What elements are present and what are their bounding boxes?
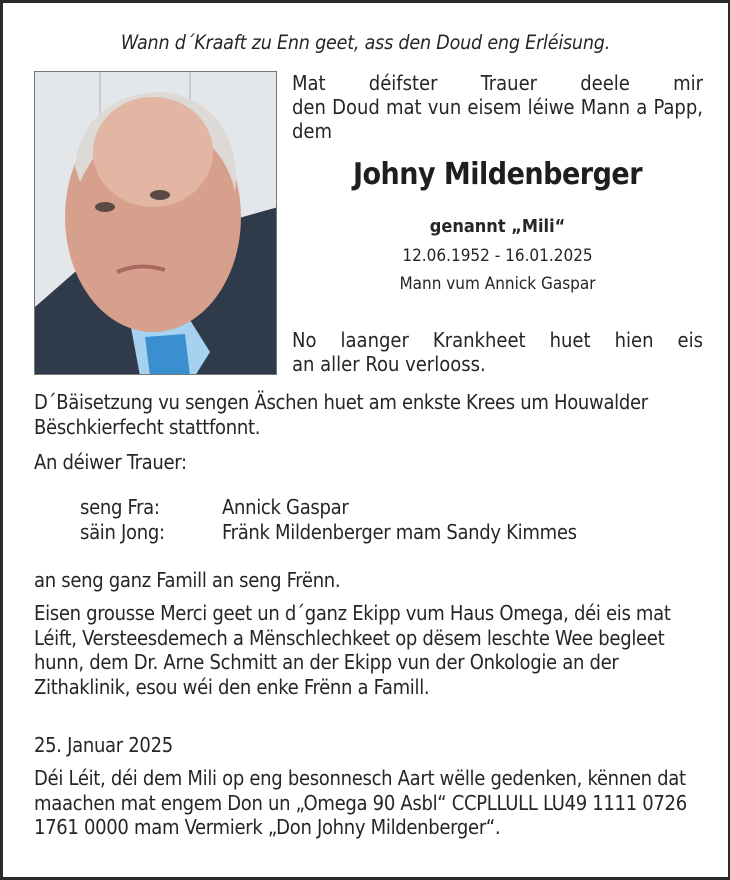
spouse-line: Mann vum Annick Gaspar bbox=[399, 274, 596, 294]
illness-line-2: an aller Rou verlooss. bbox=[292, 352, 486, 376]
family-relation: seng Fra: bbox=[80, 495, 160, 519]
family-row bbox=[80, 520, 577, 545]
family-row bbox=[80, 495, 577, 520]
donation-paragraph: Déi Léit, déi dem Mili op eng besonnesch Aart wëlle gedenken, kënnen dat maachen mat engem Don un „Omega 90 Asbl“ CCPLLULL LU49 1111 0726 1761 0000 mam Vermierk „Don Johny Mildenberger“. bbox=[34, 766, 687, 839]
notice-date: 25. Januar 2025 bbox=[34, 733, 173, 757]
mourners-intro: An déiwer Trauer: bbox=[34, 450, 187, 474]
illness-line-1: No laanger Krankheet huet hien eis bbox=[292, 328, 703, 352]
life-dates: 12.06.1952 - 16.01.2025 bbox=[402, 246, 593, 266]
illness-paragraph bbox=[292, 328, 703, 376]
burial-paragraph: D´Bäisetzung vu sengen Äschen huet am enkste Krees um Houwalder Bëschkierfecht stattfonnt. bbox=[34, 390, 648, 439]
portrait-photo bbox=[34, 71, 277, 375]
intro-line-1: Mat déifster Trauer deele mir bbox=[292, 71, 703, 95]
intro-paragraph bbox=[292, 71, 703, 143]
portrait-icon bbox=[35, 72, 277, 375]
motto-quote: Wann d´Kraaft zu Enn geet, ass den Doud eng Erléisung. bbox=[120, 31, 611, 54]
intro-rest: den Doud mat vun eisem léiwe Mann a Papp, dem bbox=[292, 95, 703, 143]
family-relation: säin Jong: bbox=[80, 520, 165, 544]
deceased-nickname: genannt „Mili“ bbox=[429, 216, 566, 237]
thanks-paragraph: Eisen grousse Merci geet un d´ganz Ekipp vum Haus Omega, déi eis mat Léift, Versteesdemech a Mënschlechkeet op dësem leschte Wee begleet hunn, dem Dr. Arne Schmitt an der Ekipp vun der Onkologie an der Zithaklinik, esou wéi den enke Frënn a Famill. bbox=[34, 601, 671, 699]
deceased-name: Johny Mildenberger bbox=[352, 157, 643, 192]
family-list bbox=[80, 495, 577, 545]
friends-line: an seng ganz Famill an seng Frënn. bbox=[34, 568, 341, 592]
family-names: Annick Gaspar bbox=[222, 495, 349, 519]
family-names: Fränk Mildenberger mam Sandy Kimmes bbox=[222, 520, 577, 544]
